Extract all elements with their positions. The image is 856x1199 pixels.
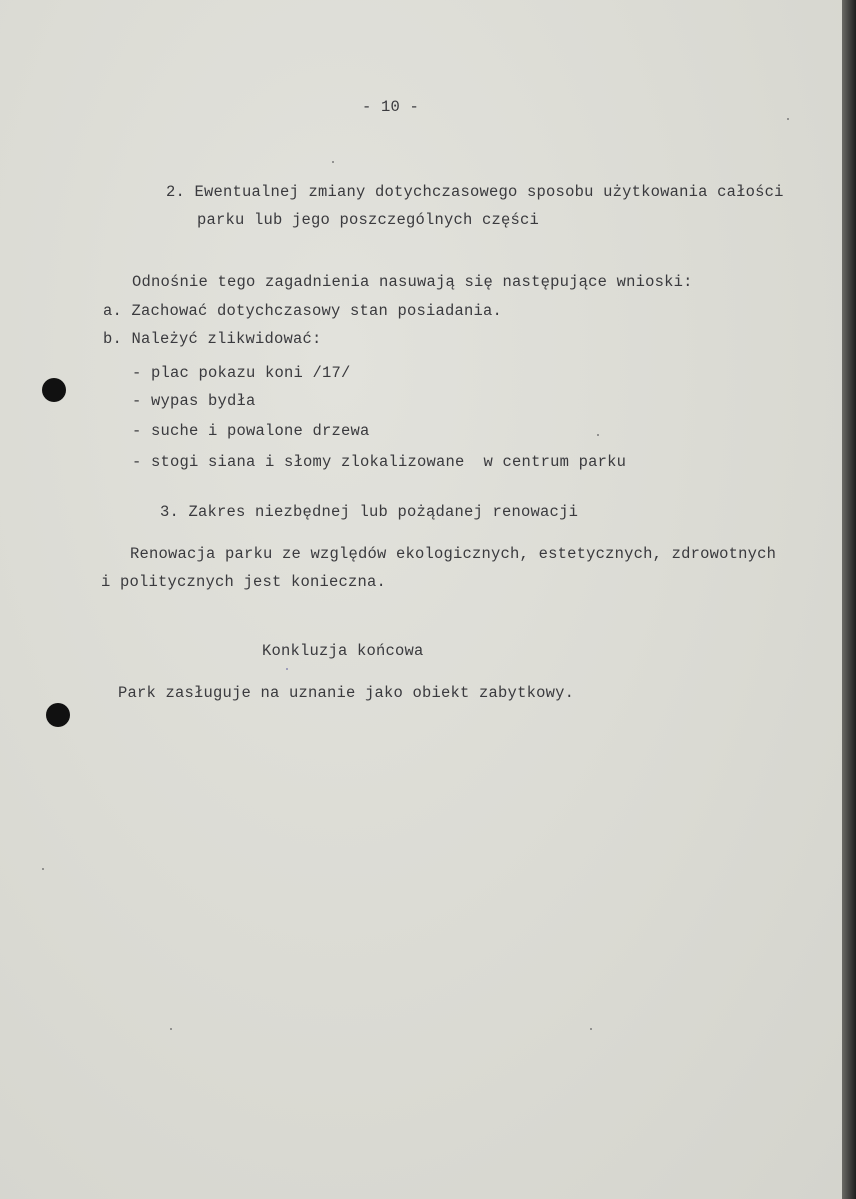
intro-text: Odnośnie tego zagadnienia nasuwają się następujące wnioski: [132,273,693,291]
item-a: a. Zachować dotychczasowy stan posiadania. [103,302,503,320]
paper-speck [597,434,599,436]
bullet-item: - suche i powalone drzewa [132,422,370,440]
paper-speck [590,1028,592,1030]
section-3-heading: 3. Zakres niezbędnej lub pożądanej renowacji [160,503,579,521]
bullet-item: - plac pokazu koni /17/ [132,364,351,382]
paper-speck [42,868,44,870]
bullet-item: - wypas bydła [132,392,256,410]
punch-hole-bottom [46,703,70,727]
conclusion-heading: Konkluzja końcowa [262,642,424,660]
paper-speck [787,118,789,120]
section-2-line-2: parku lub jego poszczególnych części [197,211,540,229]
section-2-line-1: 2. Ewentualnej zmiany dotychczasowego sposobu użytkowania całości [166,183,784,201]
item-b: b. Należyć zlikwidować: [103,330,322,348]
paper-speck [332,161,334,163]
scan-edge [842,0,856,1199]
punch-hole-top [42,378,66,402]
renovation-line-1: Renowacja parku ze względów ekologicznych, estetycznych, zdrowotnych [130,545,777,563]
page-number: - 10 - [362,98,420,116]
bullet-item: - stogi siana i słomy zlokalizowane w centrum parku [132,453,627,471]
paper-speck [286,668,288,670]
renovation-line-2: i politycznych jest konieczna. [101,573,387,591]
conclusion-text: Park zasługuje na uznanie jako obiekt zabytkowy. [118,684,575,702]
paper-speck [170,1028,172,1030]
